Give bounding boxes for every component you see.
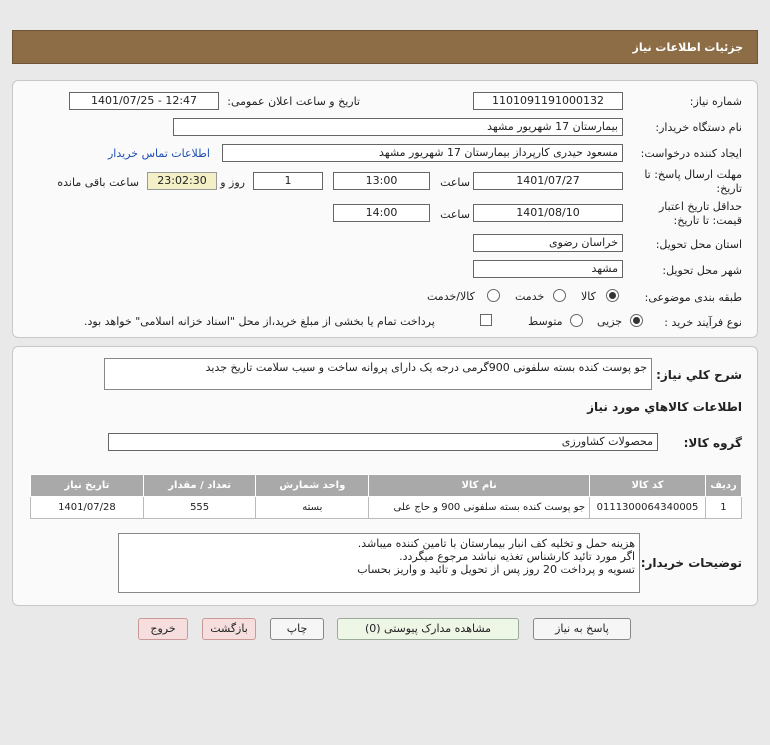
validity-date-field: 1401/08/10 — [473, 204, 623, 222]
validity-time-field: 14:00 — [333, 204, 430, 222]
buyer-notes-field — [118, 533, 640, 593]
buyer-org-field: بیمارستان 17 شهریور مشهد — [173, 118, 623, 136]
process-option-medium: متوسط — [528, 315, 563, 328]
days-field: 1 — [253, 172, 323, 190]
col-row: ردیف — [705, 475, 741, 497]
process-radio-medium[interactable] — [570, 314, 583, 327]
print-button[interactable]: چاپ — [270, 618, 324, 640]
col-code: کد کالا — [590, 475, 706, 497]
deadline-time-label: ساعت — [440, 176, 470, 189]
need-number-field: 1101091191000132 — [473, 92, 623, 110]
goods-group-label: گروه کالا: — [683, 436, 742, 450]
col-unit: واحد شمارش — [256, 475, 369, 497]
attachments-button[interactable]: مشاهده مدارک پیوستی (0) — [337, 618, 519, 640]
col-date: تاریخ نیاز — [31, 475, 144, 497]
cell-name: جو پوست کنده بسته سلفونی 900 و حاج علی — [369, 497, 590, 519]
process-radio-minor[interactable] — [630, 314, 643, 327]
cell-code: 0111300064340005 — [590, 497, 706, 519]
city-field: مشهد — [473, 260, 623, 278]
creator-field: مسعود حیدری کارپرداز بیمارستان 17 شهریور مشهد — [222, 144, 623, 162]
note-line-1: هزینه حمل و تخلیه کف انبار بیمارستان با تامین کننده میباشد. — [357, 537, 635, 550]
goods-table — [30, 474, 742, 519]
category-radio-goods-service[interactable] — [487, 289, 500, 302]
header-bar — [12, 30, 758, 64]
city-label: شهر محل تحویل: — [662, 264, 742, 277]
category-radio-service[interactable] — [553, 289, 566, 302]
deadline-label-date: تاریخ: — [716, 182, 742, 195]
creator-label: ایجاد کننده درخواست: — [640, 147, 742, 160]
need-number-label: شماره نیاز: — [689, 95, 742, 108]
category-option-goods: کالا — [581, 290, 596, 303]
process-label: نوع فرآیند خرید : — [664, 316, 742, 329]
days-label: روز و — [220, 176, 245, 189]
treasury-payment-checkbox[interactable] — [480, 314, 492, 326]
summary-field: جو پوست کنده بسته سلفونی 900گرمی درجه یک دارای پروانه ساخت و سیب سلامت تاریخ جدید — [104, 358, 652, 390]
announce-date-label: تاریخ و ساعت اعلان عمومی: — [227, 95, 360, 108]
col-quantity: تعداد / مقدار — [143, 475, 256, 497]
validity-time-label: ساعت — [440, 208, 470, 221]
buyer-notes-label: توضیحات خریدار: — [640, 556, 742, 570]
cell-quantity: 555 — [143, 497, 256, 519]
remaining-time-label: ساعت باقی مانده — [57, 176, 139, 189]
treasury-payment-label: پرداخت تمام یا بخشی از مبلغ خرید،از محل "اسناد خزانه اسلامی" خواهد بود. — [84, 315, 435, 328]
buyer-org-label: نام دستگاه خریدار: — [655, 121, 742, 134]
category-option-service: خدمت — [515, 290, 545, 303]
deadline-time-field: 13:00 — [333, 172, 430, 190]
deadline-label: مهلت ارسال پاسخ: تا — [644, 168, 742, 181]
category-radio-goods[interactable] — [606, 289, 619, 302]
validity-label-date: قیمت: تا تاریخ: — [673, 214, 742, 227]
cell-unit: بسته — [256, 497, 369, 519]
process-option-minor: جزیی — [597, 315, 623, 328]
note-line-3: تسویه و پرداخت 20 روز پس از تحویل و تائید و واریز بحساب — [357, 563, 635, 576]
validity-label: حداقل تاریخ اعتبار — [658, 200, 742, 213]
remaining-time-field: 23:02:30 — [147, 172, 217, 190]
cell-row: 1 — [705, 497, 741, 519]
summary-label: شرح کلي نياز: — [656, 368, 742, 382]
exit-button[interactable]: خروج — [138, 618, 188, 640]
col-name: نام کالا — [369, 475, 590, 497]
category-label: طبقه بندی موضوعی: — [644, 291, 742, 304]
cell-date: 1401/07/28 — [31, 497, 144, 519]
goods-section-title: اطلاعات کالاهاي مورد نياز — [587, 400, 742, 414]
note-line-2: اگر مورد تائید کارشناس تغذیه نباشد مرجوع میگردد. — [399, 550, 635, 563]
goods-group-field: محصولات کشاورزی — [108, 433, 658, 451]
announce-date-field: 1401/07/25 - 12:47 — [69, 92, 219, 110]
buyer-contact-link[interactable]: اطلاعات تماس خریدار — [108, 147, 210, 160]
province-field: خراسان رضوی — [473, 234, 623, 252]
table-row — [31, 497, 742, 519]
goods-table-header — [31, 475, 742, 497]
back-button[interactable]: بازگشت — [202, 618, 256, 640]
province-label: استان محل تحویل: — [655, 238, 742, 251]
category-option-goods-service: کالا/خدمت — [427, 290, 475, 303]
reply-button[interactable]: پاسخ به نیاز — [533, 618, 631, 640]
deadline-date-field: 1401/07/27 — [473, 172, 623, 190]
page-title: جزئیات اطلاعات نیاز — [632, 41, 743, 54]
